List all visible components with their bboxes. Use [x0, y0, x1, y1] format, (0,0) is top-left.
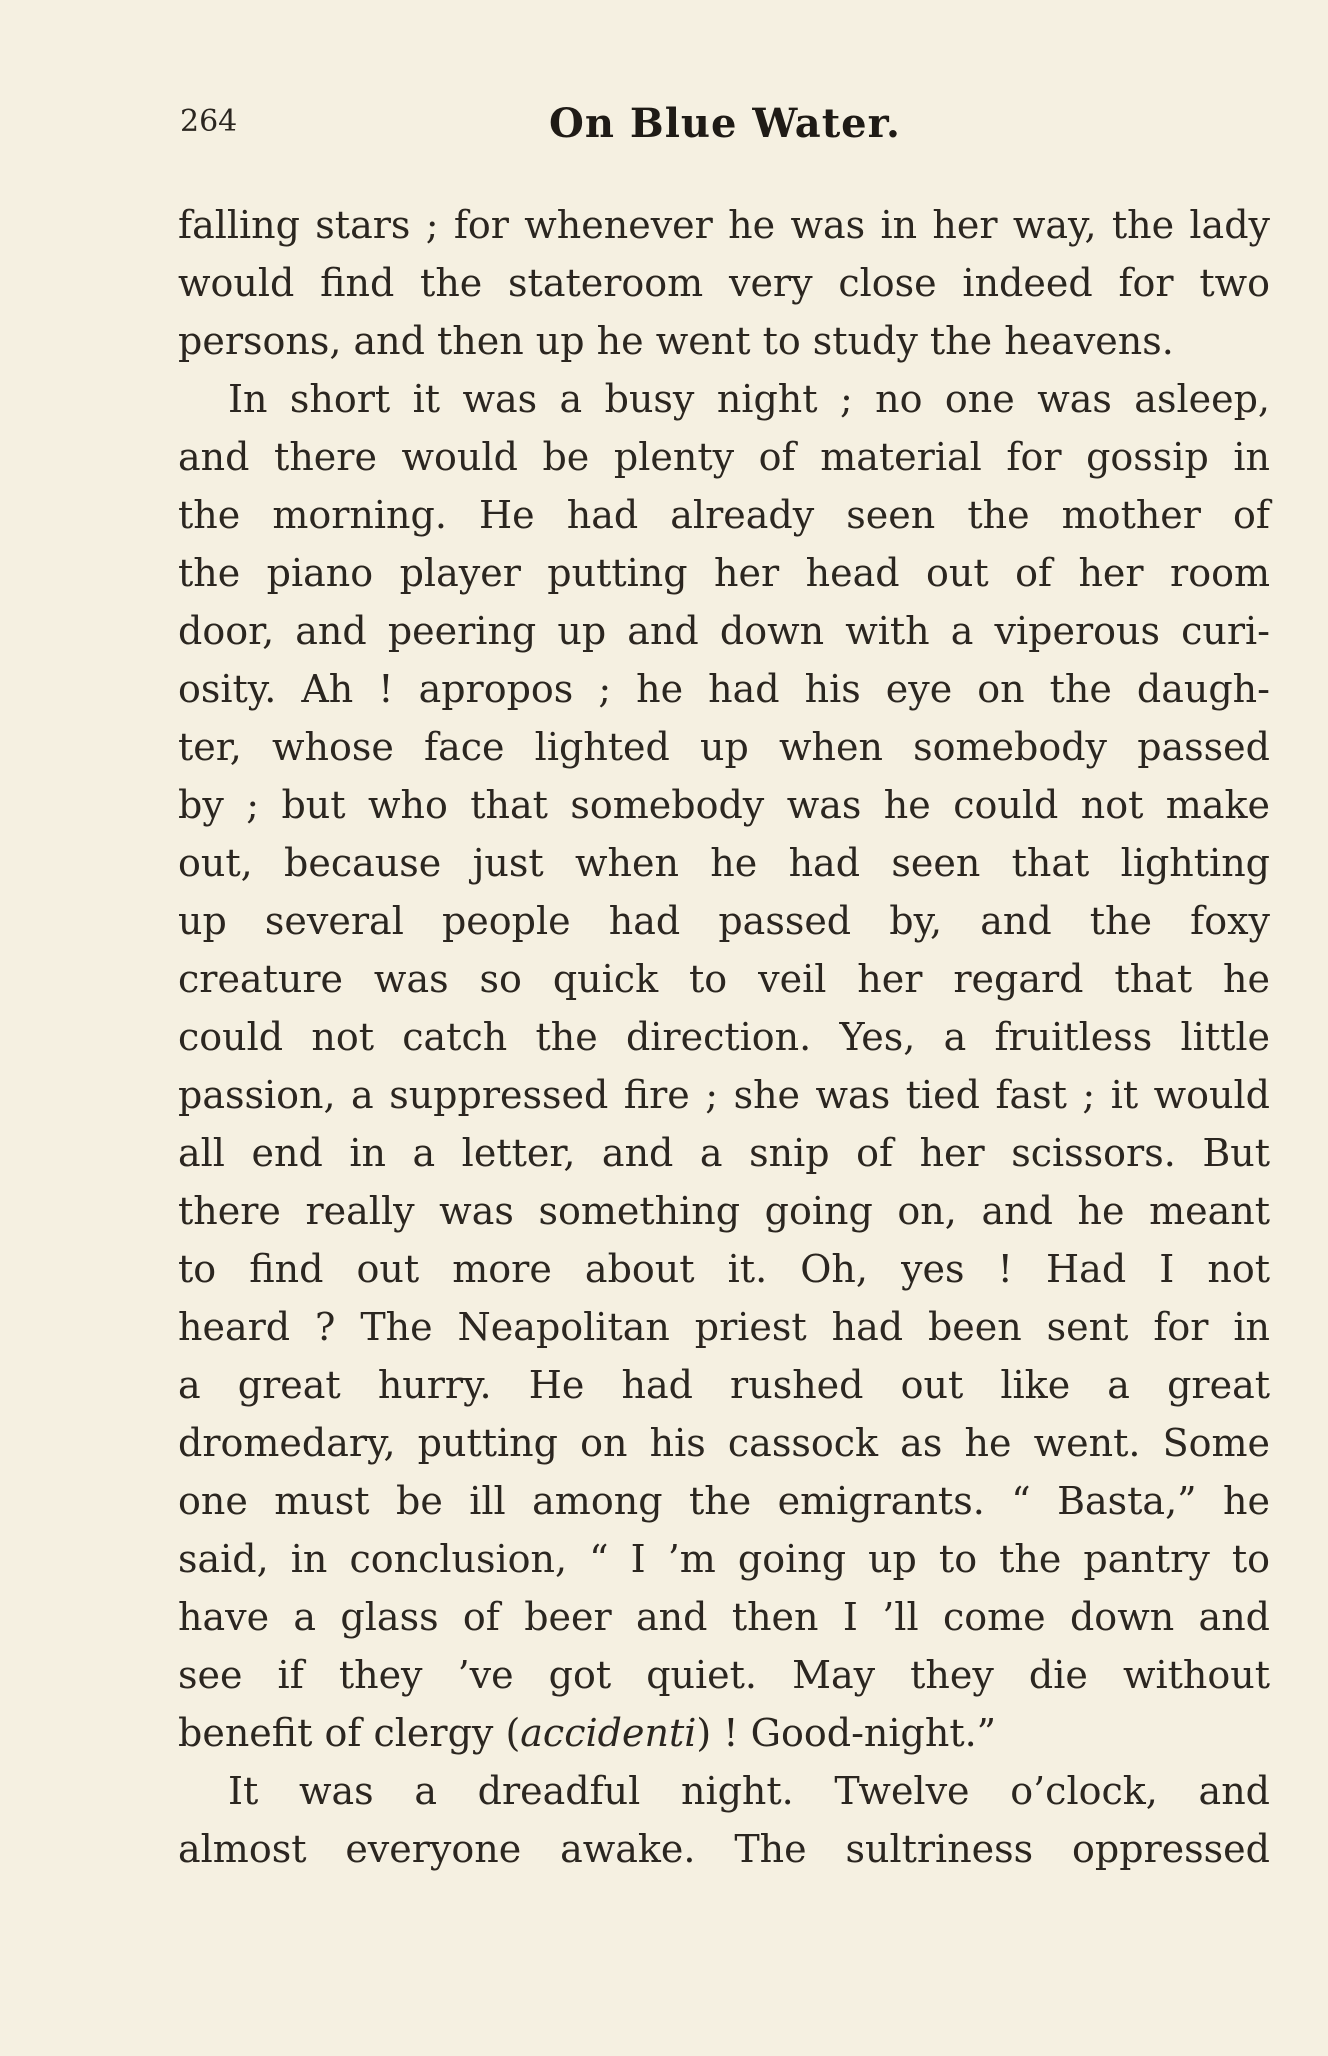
- text-line: ter, whose face lighted up when somebody passed: [178, 725, 1270, 769]
- page-header: [180, 100, 1270, 156]
- text-line: see if they ’ve got quiet. May they die without: [178, 1653, 1270, 1697]
- text-line: creature was so quick to veil her regard that he: [178, 957, 1270, 1001]
- text-line: osity. Ah ! apropos ; he had his eye on the daugh-: [178, 667, 1270, 711]
- text-line: all end in a letter, and a snip of her scissors. But: [178, 1131, 1270, 1175]
- page-number: 264: [180, 104, 238, 139]
- text-line: by ; but who that somebody was he could not make: [178, 783, 1270, 827]
- text-line: the morning. He had already seen the mother of: [178, 493, 1270, 537]
- text-line: door, and peering up and down with a viperous curi-: [178, 609, 1270, 653]
- text-line: to find out more about it. Oh, yes ! Had I not: [178, 1247, 1270, 1291]
- text-line: [178, 1704, 1270, 1762]
- text-line: and there would be plenty of material for gossip in: [178, 435, 1270, 479]
- text-line: up several people had passed by, and the foxy: [178, 899, 1270, 943]
- text-line: almost everyone awake. The sultriness oppressed: [178, 1827, 1270, 1871]
- text-line: falling stars ; for whenever he was in her way, the lady: [178, 203, 1270, 247]
- italic-word: accidenti: [520, 1711, 697, 1755]
- text-line: have a glass of beer and then I ’ll come down and: [178, 1595, 1270, 1639]
- text-line: It was a dreadful night. Twelve o’clock, and: [228, 1769, 1270, 1813]
- text-line: would find the stateroom very close indeed for two: [178, 261, 1270, 305]
- text-line: there really was something going on, and he meant: [178, 1189, 1270, 1233]
- text-line: out, because just when he had seen that lighting: [178, 841, 1270, 885]
- body-text: [178, 196, 1270, 1878]
- text-segment: benefit of clergy (: [178, 1711, 521, 1755]
- text-line: a great hurry. He had rushed out like a great: [178, 1363, 1270, 1407]
- text-line: said, in conclusion, “ I ’m going up to the pantry to: [178, 1537, 1270, 1581]
- text-line: the piano player putting her head out of her room: [178, 551, 1270, 595]
- text-segment: ) ! Good-night.”: [696, 1711, 997, 1755]
- text-line: persons, and then up he went to study the heavens.: [178, 319, 1174, 363]
- text-line: could not catch the direction. Yes, a fruitless little: [178, 1015, 1270, 1059]
- running-title: On Blue Water.: [549, 100, 901, 147]
- text-line: dromedary, putting on his cassock as he went. Some: [178, 1421, 1270, 1465]
- text-line: one must be ill among the emigrants. “ Basta,” he: [178, 1479, 1270, 1523]
- text-line: heard ? The Neapolitan priest had been sent for in: [178, 1305, 1270, 1349]
- text-line: passion, a suppressed fire ; she was tied fast ; it would: [178, 1073, 1270, 1117]
- text-line: In short it was a busy night ; no one was asleep,: [228, 377, 1270, 421]
